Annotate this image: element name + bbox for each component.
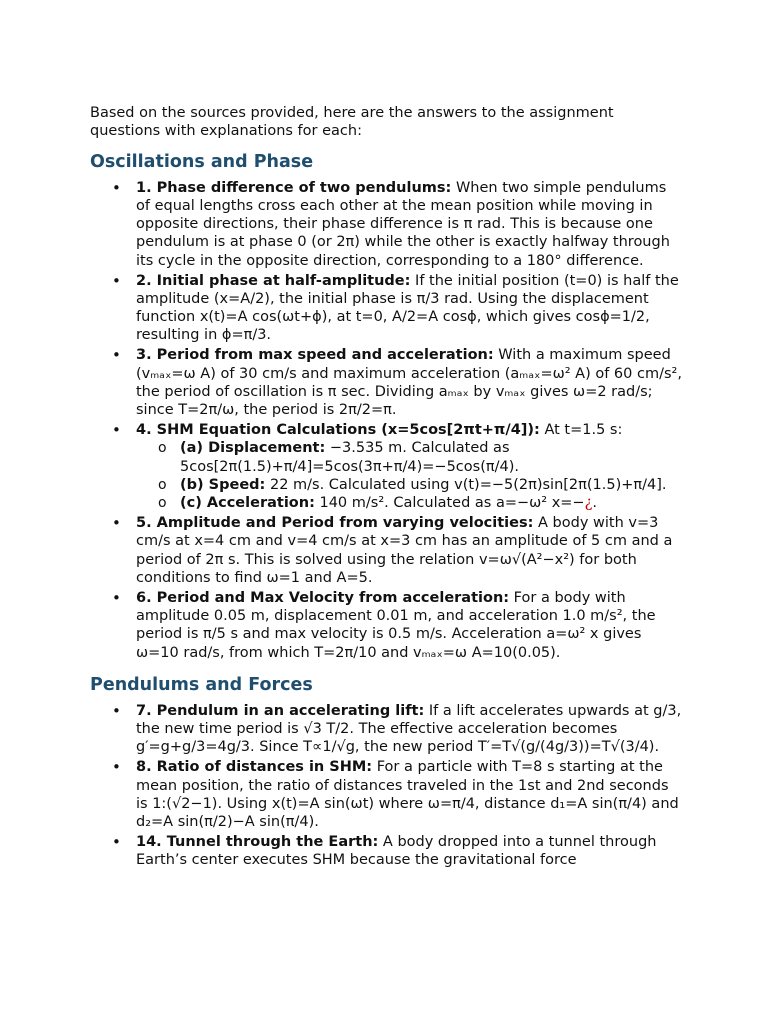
list-item-q14 — [90, 833, 682, 870]
q4-title: 4. SHM Equation Calculations (x=5cos[2πt+π/4]): — [136, 421, 540, 438]
list-item-q2 — [90, 272, 682, 345]
q6-title: 6. Period and Max Velocity from acceleration: — [136, 589, 510, 606]
list-item-q6 — [90, 589, 682, 662]
q6-text: For a body with amplitude 0.05 m, displacement 0.01 m, and acceleration 1.0 m/s², the period is π/5 s and max velocity is 0.5 m/s. Acceleration a=ω² x gives ω=10 rad/s, from which T=2π/10 and vₘₐₓ=ω A=10(0.05). — [136, 589, 656, 661]
q2-title: 2. Initial phase at half-amplitude: — [136, 272, 411, 289]
q4c-end: . — [592, 495, 597, 512]
q4b-text: 22 m/s. Calculated using v(t)=−5(2π)sin[2π(1.5)+π/4]. — [265, 476, 667, 493]
q4b-title: (b) Speed: — [180, 476, 266, 493]
list-item-q1 — [90, 179, 682, 270]
q3-text: With a maximum speed (vₘₐₓ=ω A) of 30 cm/s and maximum acceleration (aₘₐₓ=ω² A) of 60 cm/s², the period of oscillation is π sec. Dividing aₘₐₓ by vₘₐₓ gives ω=2 rad/s; since T=2π/ω, the period is 2π/2=π. — [136, 347, 682, 419]
q5-text: A body with v=3 cm/s at x=4 cm and v=4 cm/s at x=3 cm has an amplitude of 5 cm and a period of 2π s. This is solved using the relation v=ω√(A²−x²) for both conditions to find ω=1 and A=5. — [136, 514, 673, 586]
q14-text: A body dropped into a tunnel through Earth’s center executes SHM because the gravitational force — [136, 833, 657, 869]
document-page — [90, 104, 682, 871]
q4-sublist — [136, 439, 682, 512]
section-heading-oscillations: Oscillations and Phase — [90, 151, 314, 172]
q1-text: When two simple pendulums of equal lengths cross each other at the mean position while moving in opposite directions, their phase difference is π rad. This is because one pendulum is at phase 0 (or 2π) while the other is exactly halfway through its cycle in the opposite direction, corresponding to a 180° difference. — [136, 179, 670, 269]
sublist-item-displacement — [136, 439, 682, 476]
q14-title: 14. Tunnel through the Earth: — [136, 833, 379, 850]
q4-text: At t=1.5 s: — [539, 421, 623, 438]
list-item-q5 — [90, 514, 682, 587]
list-item-q8 — [90, 758, 682, 831]
q7-title: 7. Pendulum in an accelerating lift: — [136, 702, 425, 719]
oscillations-list — [90, 179, 682, 662]
sublist-item-speed — [136, 476, 682, 494]
q2-text: If the initial position (t=0) is half the amplitude (x=A/2), the initial phase is π/3 rad. Using the displacement function x(t)=A cos(ωt+ϕ), at t=0, A/2=A cosϕ, which gives cosϕ=1/2, resulting in ϕ=π/3. — [136, 272, 679, 344]
q8-title: 8. Ratio of distances in SHM: — [136, 759, 373, 776]
list-item-q3 — [90, 346, 682, 419]
list-item-q7 — [90, 702, 682, 757]
q4c-text: 140 m/s². Calculated as a=−ω² x=− — [314, 495, 585, 512]
intro-paragraph: Based on the sources provided, here are the answers to the assignment questions with explanations for each: — [90, 105, 614, 140]
render-error-glyph: ¿ — [584, 495, 593, 512]
q4a-text: −3.535 m. Calculated as 5cos[2π(1.5)+π/4]=5cos(3π+π/4)=−5cos(π/4). — [180, 440, 519, 475]
q8-text: For a particle with T=8 s starting at the mean position, the ratio of distances traveled in the 1st and 2nd seconds is 1:(√2−1). Using x(t)=A sin(ωt) where ω=π/4, distance d₁=A sin(π/4) and d₂=A sin(π/2)−A sin(π/4). — [136, 759, 679, 831]
sublist-item-acceleration — [136, 494, 682, 512]
q4a-title: (a) Displacement: — [180, 440, 326, 457]
list-item-q4 — [90, 421, 682, 512]
q3-title: 3. Period from max speed and acceleration: — [136, 347, 494, 364]
section-heading-pendulums: Pendulums and Forces — [90, 674, 313, 695]
q5-title: 5. Amplitude and Period from varying velocities: — [136, 514, 534, 531]
pendulums-list — [90, 702, 682, 870]
q4c-title: (c) Acceleration: — [180, 495, 315, 512]
q1-title: 1. Phase difference of two pendulums: — [136, 179, 452, 196]
q7-text: If a lift accelerates upwards at g/3, the new time period is √3 T/2. The effective acceleration becomes g′=g+g/3=4g/3. Since T∝1/√g, the new period T′=T√(g/(4g/3))=T√(3/4). — [136, 702, 682, 756]
